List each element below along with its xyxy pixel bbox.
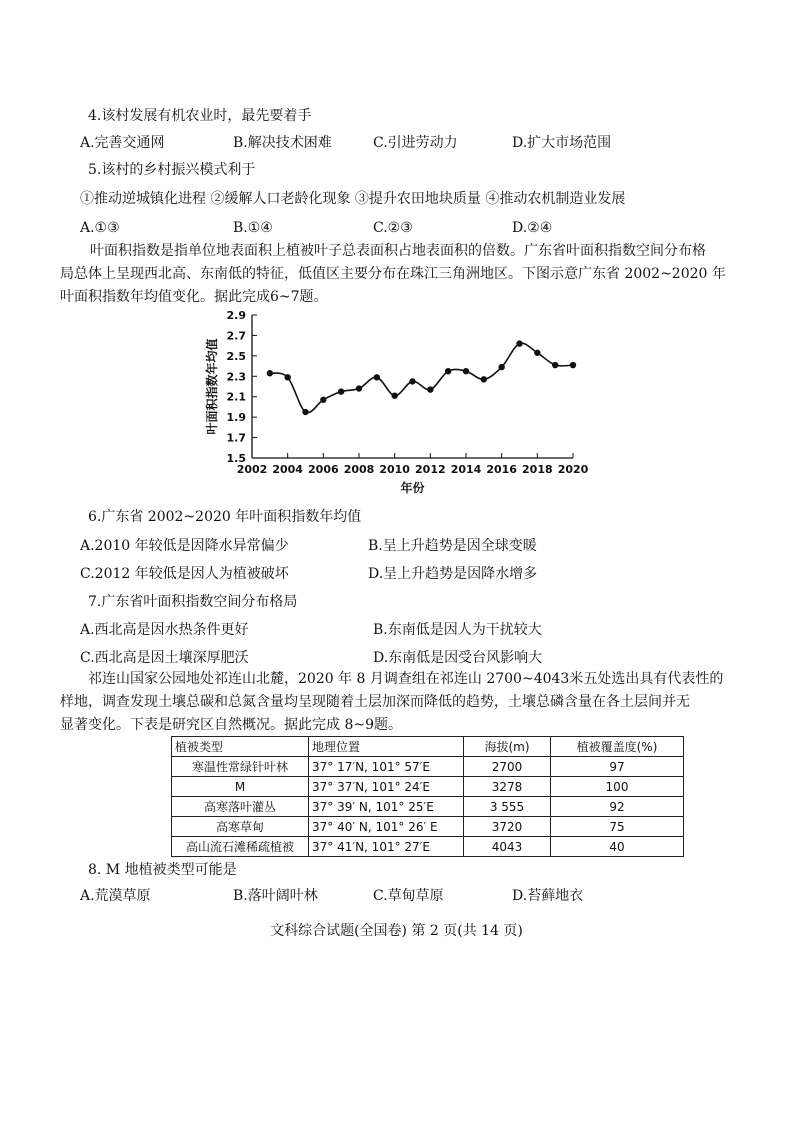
- series-line: [270, 343, 573, 413]
- q6-stem: 6.广东省 2002~2020 年叶面积指数年均值: [88, 509, 362, 525]
- x-axis-label: 年份: [400, 481, 425, 495]
- data-point: [516, 340, 522, 346]
- data-point: [374, 374, 380, 380]
- data-point: [409, 378, 415, 384]
- q4-option-b: B.解决技术困难: [233, 135, 332, 151]
- q6-option-d: D.呈上升趋势是因降水增多: [368, 566, 538, 582]
- table-header-cell: 地理位置: [309, 737, 464, 757]
- data-point: [391, 392, 397, 398]
- data-point: [445, 368, 451, 374]
- table-cell: 3278: [464, 777, 551, 797]
- q5-option-b: B.①④: [233, 220, 273, 236]
- q5-option-a: A.①③: [80, 220, 120, 236]
- vegetation-table: [171, 736, 684, 857]
- data-point: [338, 388, 344, 394]
- data-point: [284, 374, 290, 380]
- y-tick-label: 1.5: [226, 452, 246, 465]
- y-axis-label: 叶面积指数年均值: [205, 338, 219, 435]
- x-tick-label: 2016: [486, 463, 517, 476]
- y-tick-label: 1.7: [226, 431, 246, 445]
- x-tick-label: 2010: [379, 463, 410, 476]
- table-cell: 37° 41′N, 101° 27′E: [309, 837, 464, 857]
- y-tick-label: 2.9: [226, 309, 246, 322]
- chart-axes: [204, 309, 589, 495]
- table-header-cell: 植被类型: [172, 737, 309, 757]
- page-footer: 文科综合试题(全国卷) 第 2 页(共 14 页): [270, 923, 523, 939]
- q8-option-a: A.荒漠草原: [80, 888, 151, 904]
- q5-stem: 5.该村的乡村振兴模式利于: [88, 162, 256, 178]
- table-cell: 37° 17′N, 101° 57′E: [309, 757, 464, 777]
- q4-stem: 4.该村发展有机农业时，最先要着手: [88, 108, 312, 124]
- chart-series: [267, 340, 577, 415]
- table-cell: 37° 39′ N, 101° 25′E: [309, 797, 464, 817]
- intro1-line-1: 叶面积指数是指单位地表面积上植被叶子总表面积占地表面积的倍数。广东省叶面积指数空间分布格: [90, 243, 706, 259]
- intro-paragraph-2: [60, 668, 723, 737]
- table-cell: 高寒落叶灌丛: [172, 797, 309, 817]
- x-tick-label: 2008: [343, 463, 375, 476]
- data-point: [427, 386, 433, 392]
- table-cell: 37° 40′ N, 101° 26′ E: [309, 817, 464, 837]
- table-cell: 寒温性常绿针叶林: [172, 757, 309, 777]
- table-cell: 3720: [464, 817, 551, 837]
- table-cell: 高寒草甸: [172, 817, 309, 837]
- q8-stem: 8. M 地植被类型可能是: [88, 862, 237, 878]
- q8-option-b: B.落叶阔叶林: [233, 888, 318, 904]
- table-cell: 4043: [464, 837, 551, 857]
- table-row: [172, 797, 684, 817]
- intro2-line-3: 显著变化。下表是研究区自然概况。据此完成 8~9题。: [60, 717, 402, 733]
- x-tick-label: 2006: [308, 463, 339, 476]
- table-header-row: [172, 737, 684, 757]
- y-tick-label: 2.1: [226, 390, 246, 404]
- intro2-line-2: 样地，调查发现土壤总碳和总氮含量均呈现随着土层加深而降低的趋势，土壤总磷含量在各土层间并无: [60, 694, 690, 710]
- data-point: [534, 350, 540, 356]
- data-point: [481, 376, 487, 382]
- table-cell: 3 555: [464, 797, 551, 817]
- leaf-area-index-chart: [200, 305, 600, 500]
- q4-option-d: D.扩大市场范围: [512, 135, 612, 151]
- table-cell: 高山流石滩稀疏植被: [172, 837, 309, 857]
- table-cell: 75: [551, 817, 684, 837]
- table-row: [172, 817, 684, 837]
- x-tick-label: 2012: [415, 463, 446, 476]
- x-tick-label: 2002: [236, 463, 268, 476]
- table-cell: 2700: [464, 757, 551, 777]
- table-header-cell: 海拔(m): [464, 737, 551, 757]
- q5-option-d: D.②④: [512, 220, 553, 236]
- intro-paragraph-1: [60, 240, 726, 309]
- table-header-cell: 植被覆盖度(%): [551, 737, 684, 757]
- table-cell: M: [172, 777, 309, 797]
- q8-option-d: D.苔藓地衣: [512, 888, 584, 904]
- y-tick-label: 2.5: [226, 349, 246, 363]
- table-row: [172, 837, 684, 857]
- q7-stem: 7.广东省叶面积指数空间分布格局: [88, 594, 298, 610]
- q5-option-c: C.②③: [373, 220, 413, 236]
- x-tick-label: 2004: [272, 463, 303, 476]
- q8-option-c: C.草甸草原: [373, 888, 444, 904]
- table-cell: 37° 37′N, 101° 24′E: [309, 777, 464, 797]
- q5-statements: ①推动逆城镇化进程 ②缓解人口老龄化现象 ③提升农田地块质量 ④推动农机制造业发展: [80, 191, 626, 207]
- data-point: [498, 364, 504, 370]
- table-row: [172, 757, 684, 777]
- y-tick-label: 2.7: [226, 329, 246, 343]
- data-point: [463, 368, 469, 374]
- y-tick-label: 1.9: [226, 411, 246, 425]
- data-point: [552, 362, 558, 368]
- table-cell: 92: [551, 797, 684, 817]
- y-tick-label: 2.3: [226, 370, 246, 384]
- data-point: [320, 397, 326, 403]
- data-point: [302, 409, 308, 415]
- intro1-line-2: 局总体上呈现西北高、东南低的特征，低值区主要分布在珠江三角洲地区。下图示意广东省 2002~2020 年: [60, 266, 726, 282]
- q6-option-c: C.2012 年较低是因人为植被破坏: [80, 566, 289, 582]
- x-tick-label: 2020: [557, 463, 589, 476]
- data-point: [570, 362, 576, 368]
- q6-option-a: A.2010 年较低是因降水异常偏少: [80, 538, 289, 554]
- table-cell: 97: [551, 757, 684, 777]
- x-tick-label: 2018: [522, 463, 553, 476]
- q4-option-c: C.引进劳动力: [373, 135, 458, 151]
- data-point: [267, 370, 273, 376]
- x-tick-label: 2014: [450, 463, 482, 476]
- intro2-line-1: 祁连山国家公园地处祁连山北麓，2020 年 8 月调查组在祁连山 2700~4043米五处选出具有代表性的: [88, 671, 724, 687]
- q6-option-b: B.呈上升趋势是因全球变暖: [368, 538, 537, 554]
- intro1-line-3: 叶面积指数年均值变化。据此完成6~7题。: [60, 289, 328, 305]
- q7-option-d: D.东南低是因受台风影响大: [373, 650, 543, 666]
- q4-option-a: A.完善交通网: [80, 135, 165, 151]
- q7-option-a: A.西北高是因水热条件更好: [80, 622, 249, 638]
- table-cell: 100: [551, 777, 684, 797]
- table-cell: 40: [551, 837, 684, 857]
- data-point: [356, 385, 362, 391]
- q7-option-b: B.东南低是因人为干扰较大: [373, 622, 542, 638]
- table-row: [172, 777, 684, 797]
- q7-option-c: C.西北高是因土壤深厚肥沃: [80, 650, 249, 666]
